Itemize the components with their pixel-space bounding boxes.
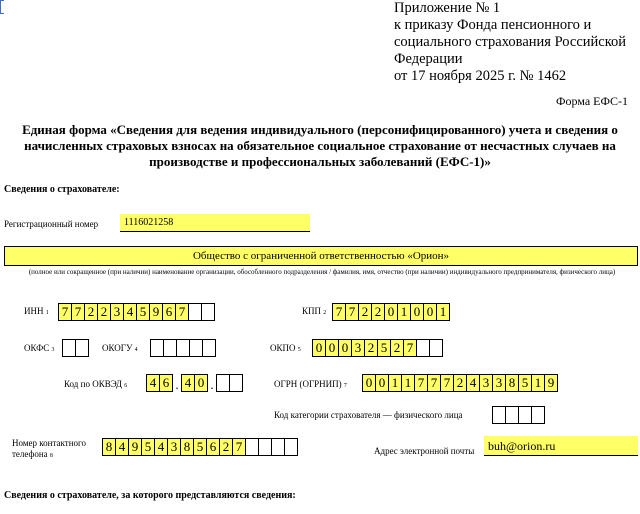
email-field[interactable]: buh@orion.ru	[484, 436, 638, 456]
digit-cell[interactable]: 5	[141, 438, 155, 456]
digit-cell[interactable]	[216, 374, 230, 392]
digit-cell[interactable]: 0	[362, 374, 376, 392]
kpp-cells[interactable]	[332, 303, 450, 321]
digit-cell[interactable]: 4	[146, 374, 160, 392]
okved-label	[64, 379, 127, 389]
digit-cell[interactable]: 9	[128, 438, 142, 456]
digit-cell[interactable]: 1	[531, 374, 545, 392]
digit-cell[interactable]: 5	[518, 374, 532, 392]
digit-cell[interactable]: 5	[377, 339, 391, 357]
phone-label	[12, 438, 86, 462]
digit-cell[interactable]: 3	[110, 303, 124, 321]
digit-cell[interactable]: 4	[115, 438, 129, 456]
appendix-block	[394, 0, 626, 85]
digit-cell[interactable]	[75, 339, 89, 357]
digit-cell[interactable]: 2	[219, 438, 233, 456]
insured-section-heading: Сведения о страхователе, за которого представляются сведения:	[4, 490, 296, 501]
digit-cell[interactable]: 3	[479, 374, 493, 392]
digit-cell[interactable]: 8	[180, 438, 194, 456]
digit-cell[interactable]	[271, 438, 285, 456]
phone-cells[interactable]	[102, 438, 298, 456]
digit-cell[interactable]	[201, 303, 215, 321]
appendix-line: к приказу Фонда пенсионного и	[394, 17, 592, 33]
form-code: Форма ЕФС-1	[556, 94, 628, 108]
digit-cell[interactable]: 4	[181, 374, 195, 392]
okogu-label	[102, 343, 138, 353]
phone-label-line2-wrap	[12, 449, 86, 462]
okogu-cells[interactable]	[150, 339, 216, 357]
okved-group[interactable]	[146, 374, 173, 392]
org-name-note: (полное или сокращенное (при наличии) наименование организации, обособленного подразделения / фамилия, имя, отчество (при наличии) индивидуального предпринимателя, физического лица)	[28, 268, 616, 276]
form-title: Единая форма «Сведения для ведения индивидуального (персонифицированного) учета и сведения о начисленных страховых взносах на обязательное социальное страхование от несчастных случаев на производстве и профессиональных заболеваний (ЕФС-1)»	[22, 122, 618, 169]
digit-cell[interactable]: 9	[149, 303, 163, 321]
phone-label-line2: телефона	[12, 449, 48, 459]
digit-cell[interactable]	[189, 339, 203, 357]
digit-cell[interactable]	[188, 303, 202, 321]
category-label: Код категории страхователя — физического лица	[274, 410, 463, 420]
digit-cell[interactable]: 0	[312, 339, 326, 357]
inn-cells[interactable]	[58, 303, 215, 321]
digit-cell[interactable]: 7	[232, 438, 246, 456]
digit-cell[interactable]: 2	[390, 339, 404, 357]
phone-label-line1: Номер контактного	[12, 438, 87, 448]
phone-note: 8	[49, 453, 53, 459]
digit-cell[interactable]: 1	[401, 374, 415, 392]
okpo-cells[interactable]	[312, 339, 443, 357]
digit-cell[interactable]: 6	[206, 438, 220, 456]
digit-cell[interactable]: 8	[102, 438, 116, 456]
page-corner-mark	[0, 0, 4, 14]
ogrn-label-text: ОГРН (ОГРНИП)	[274, 379, 342, 389]
digit-cell[interactable]: 2	[97, 303, 111, 321]
digit-cell[interactable]	[229, 374, 243, 392]
digit-cell[interactable]: 2	[84, 303, 98, 321]
email-label: Адрес электронной почты	[374, 446, 475, 456]
digit-cell[interactable]	[258, 438, 272, 456]
digit-cell[interactable]	[284, 438, 298, 456]
digit-cell[interactable]	[163, 339, 177, 357]
org-name-field[interactable]: Общество с ограниченной ответственностью «Орион»	[4, 246, 638, 266]
digit-cell[interactable]: 1	[397, 303, 411, 321]
appendix-line: социального страхования Российской	[394, 34, 627, 50]
digit-cell[interactable]: 7	[175, 303, 189, 321]
digit-cell[interactable]: 5	[136, 303, 150, 321]
okfs-cells[interactable]	[62, 339, 89, 357]
digit-cell[interactable]: 3	[167, 438, 181, 456]
digit-cell[interactable]: 8	[505, 374, 519, 392]
digit-cell[interactable]: 6	[162, 303, 176, 321]
digit-cell[interactable]: 3	[351, 339, 365, 357]
reg-number-label: Регистрационный номер	[4, 219, 99, 229]
digit-cell[interactable]: 2	[371, 303, 385, 321]
category-cells[interactable]	[492, 406, 545, 424]
digit-cell[interactable]	[492, 406, 506, 424]
digit-cell[interactable]	[429, 339, 443, 357]
okpo-label	[270, 343, 301, 353]
digit-cell[interactable]: 0	[194, 374, 208, 392]
okogu-note: 4	[134, 347, 138, 353]
okfs-label	[24, 343, 54, 353]
digit-cell[interactable]	[518, 406, 532, 424]
digit-cell[interactable]	[245, 438, 259, 456]
digit-cell[interactable]: 7	[440, 374, 454, 392]
okved-label-text: Код по ОКВЭД	[64, 379, 123, 389]
kpp-label	[302, 306, 326, 316]
digit-cell[interactable]: 7	[427, 374, 441, 392]
okved-separator: .	[210, 377, 214, 392]
digit-cell[interactable]: 3	[492, 374, 506, 392]
digit-cell[interactable]: 4	[154, 438, 168, 456]
okpo-note: 5	[297, 347, 301, 353]
okved-group[interactable]	[216, 374, 243, 392]
appendix-line: от 17 ноября 2025 г. № 1462	[394, 68, 567, 84]
digit-cell[interactable]: 0	[325, 339, 339, 357]
digit-cell[interactable]: 4	[123, 303, 137, 321]
okogu-label-text: ОКОГУ	[102, 343, 133, 353]
digit-cell[interactable]	[62, 339, 76, 357]
okpo-label-text: ОКПО	[270, 343, 296, 353]
digit-cell[interactable]: 2	[358, 303, 372, 321]
digit-cell[interactable]: 7	[332, 303, 346, 321]
digit-cell[interactable]: 0	[423, 303, 437, 321]
digit-cell[interactable]	[150, 339, 164, 357]
digit-cell[interactable]: 7	[71, 303, 85, 321]
appendix-line: Федерации	[394, 51, 463, 67]
digit-cell[interactable]: 0	[338, 339, 352, 357]
digit-cell[interactable]: 0	[375, 374, 389, 392]
digit-cell[interactable]	[176, 339, 190, 357]
kpp-label-text: КПП	[302, 306, 322, 316]
okved-group[interactable]	[181, 374, 208, 392]
digit-cell[interactable]: 6	[159, 374, 173, 392]
digit-cell[interactable]: 5	[193, 438, 207, 456]
ogrn-note: 7	[343, 383, 347, 389]
digit-cell[interactable]: 0	[384, 303, 398, 321]
digit-cell[interactable]: 4	[466, 374, 480, 392]
digit-cell[interactable]: 2	[453, 374, 467, 392]
digit-cell[interactable]	[416, 339, 430, 357]
inn-note: 1	[45, 310, 49, 316]
okved-cells[interactable]	[146, 374, 243, 392]
digit-cell[interactable]	[505, 406, 519, 424]
okfs-label-text: ОКФС	[24, 343, 50, 353]
ogrn-cells[interactable]	[362, 374, 558, 392]
inn-label	[24, 306, 49, 316]
digit-cell[interactable]: 0	[410, 303, 424, 321]
inn-label-text: ИНН	[24, 306, 44, 316]
digit-cell[interactable]	[202, 339, 216, 357]
digit-cell[interactable]: 2	[364, 339, 378, 357]
digit-cell[interactable]: 7	[414, 374, 428, 392]
digit-cell[interactable]	[531, 406, 545, 424]
digit-cell[interactable]: 1	[436, 303, 450, 321]
kpp-note: 2	[323, 310, 327, 316]
insurer-section-heading: Сведения о страхователе:	[4, 184, 120, 195]
digit-cell[interactable]: 7	[58, 303, 72, 321]
digit-cell[interactable]: 7	[403, 339, 417, 357]
digit-cell[interactable]: 9	[544, 374, 558, 392]
digit-cell[interactable]: 1	[388, 374, 402, 392]
appendix-line: Приложение № 1	[394, 0, 501, 16]
okfs-note: 3	[51, 347, 55, 353]
reg-number-field[interactable]: 1116021258	[120, 214, 310, 232]
okved-note: 6	[124, 383, 128, 389]
ogrn-label	[274, 379, 347, 389]
digit-cell[interactable]: 7	[345, 303, 359, 321]
okved-separator: .	[175, 377, 179, 392]
